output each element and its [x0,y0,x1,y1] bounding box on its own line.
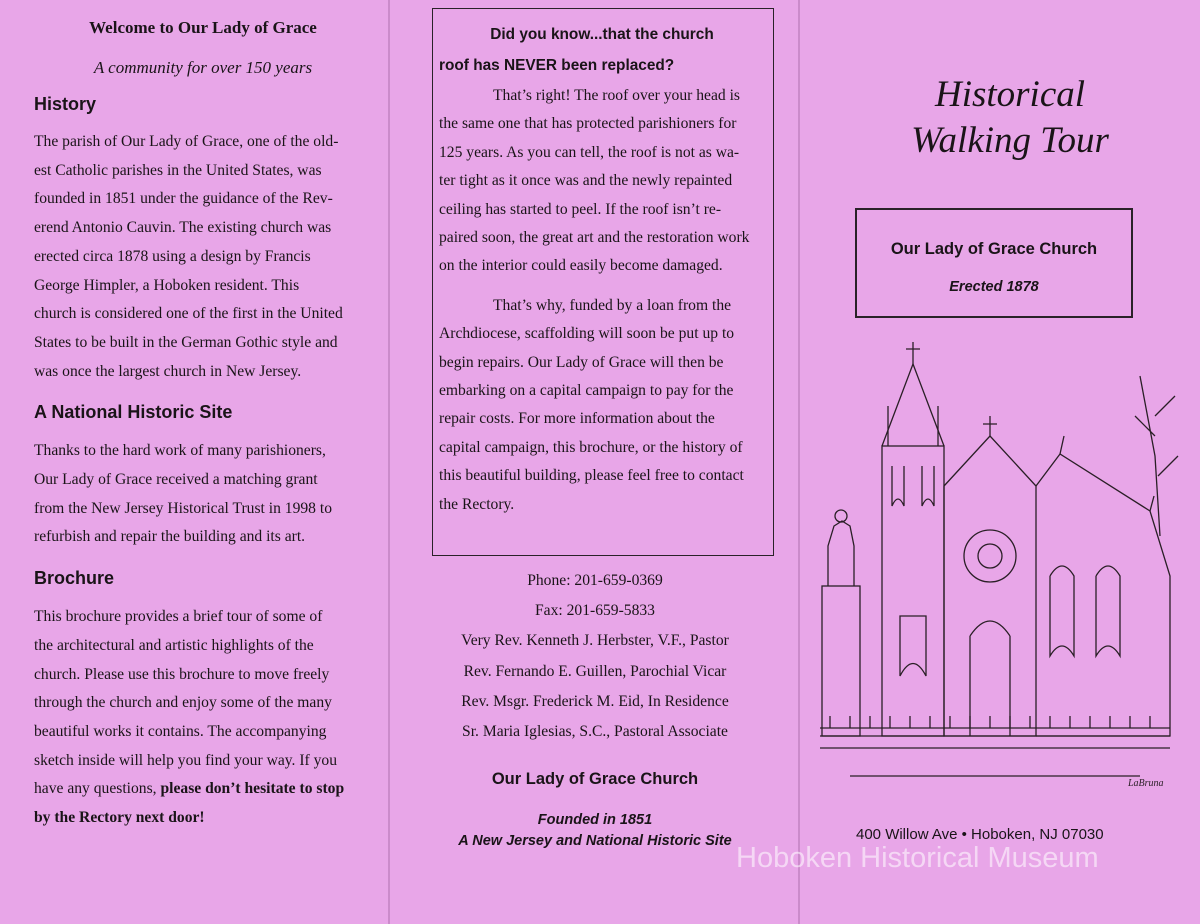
welcome-heading: Welcome to Our Lady of Grace [89,18,317,37]
history-line: The parish of Our Lady of Grace, one of the old- [34,133,339,150]
historic-site-paragraph [34,437,372,552]
monument-base [822,586,860,736]
cover-panel [800,0,1200,924]
roof-line: ter tight as it once was and the newly repainted [439,172,733,190]
brochure-bold-text: please don’t hesitate to stop [160,780,345,798]
statue [828,521,854,586]
brochure-line [34,775,372,804]
brochure-line: sketch inside will help you find your way. If you [34,751,338,769]
brochure-plain-text: have any questions, [34,780,161,798]
clergy-pastor: Very Rev. Kenneth J. Herbster, V.F., Pastor [461,632,729,650]
belfry-windows [892,466,934,506]
repairs-line: repair costs. For more information about the [439,410,715,428]
left-panel [0,0,390,924]
did-you-know-line2: roof has NEVER been replaced? [439,57,675,74]
history-line: George Himpler, a Hoboken resident. This [34,276,300,294]
side-windows [1050,566,1120,656]
tree [1135,376,1178,536]
history-line: founded in 1851 under the guidance of the Rev- [34,190,333,208]
history-heading: History [34,94,97,114]
title-line2: Walking Tour [911,120,1109,161]
roof-line: That’s right! The roof over your head is [493,87,740,104]
roof-line: the same one that has protected parishioners for [439,115,737,133]
rose-window [964,530,1016,582]
site-line: Our Lady of Grace received a matching grant [34,471,318,489]
repairs-line: this beautiful building, please feel free to contact [439,467,744,485]
pastoral-associate: Sr. Maria Iglesias, S.C., Pastoral Associate [462,723,728,741]
repairs-line: embarking on a capital campaign to pay for the [439,382,734,400]
founded-text: Founded in 1851 [537,812,653,828]
repairs-line: the Rectory. [439,495,515,513]
fax: Fax: 201-659-5833 [535,602,655,620]
brochure-line: beautiful works it contains. The accompanying [34,722,327,740]
ground-lines [820,736,1170,776]
roof-line: paired soon, the great art and the restoration work [439,229,750,247]
clergy-residence: Rev. Msgr. Frederick M. Eid, In Residence [461,692,729,710]
tower-door [900,616,926,676]
clergy-vicar: Rev. Fernando E. Guillen, Parochial Vicar [463,662,727,680]
community-subtitle: A community for over 150 years [93,58,313,77]
tower [882,446,944,736]
roof-line: 125 years. As you can tell, the roof is not as wa- [439,143,740,161]
history-line: church is considered one of the first in the United [34,305,343,323]
roof-pinnacles [1060,436,1154,511]
brochure-line: This brochure provides a brief tour of some of [34,608,323,626]
history-line: est Catholic parishes in the United States, was [34,161,322,179]
repairs-line: That’s why, funded by a loan from the [493,296,732,314]
brochure-heading: Brochure [34,568,115,589]
church-name-box [855,208,1133,318]
site-line: Thanks to the hard work of many parishioners, [34,442,326,460]
site-line: refurbish and repair the building and its art. [34,528,306,546]
gable-cross [983,416,997,436]
spire-cross [906,342,920,364]
box-erected: Erected 1878 [949,279,1039,295]
history-line: was once the largest church in New Jersey. [34,362,302,380]
repairs-line: Archdiocese, scaffolding will soon be put up to [439,325,735,343]
brochure-line: the architectural and artistic highlights of the [34,636,314,654]
address: 400 Willow Ave • Hoboken, NJ 07030 [856,826,1104,843]
contact-block [390,566,800,747]
brochure-line: church. Please use this brochure to move freely [34,665,330,683]
nave-gable [944,436,1036,736]
brochure-paragraph [34,603,372,833]
watermark: Hoboken Historical Museum [736,842,1099,874]
did-you-know-box [432,8,774,556]
box-church-name: Our Lady of Grace Church [890,240,1098,258]
historic-site-text: A New Jersey and National Historic Site [458,833,732,849]
roof-paragraph [439,82,765,281]
repairs-line: capital campaign, this brochure, or the history of [439,438,743,456]
history-line: erected circa 1878 using a design by Francis [34,247,311,265]
history-line: erend Antonio Cauvin. The existing church was [34,219,332,237]
statue-head [835,510,847,522]
artist-signature: LaBruna [1128,778,1164,789]
historic-site-heading: A National Historic Site [34,402,233,423]
brochure-final-bold: by the Rectory next door! [34,809,205,827]
did-you-know-line1: Did you know...that the church [490,26,714,43]
church-sketch [810,336,1180,796]
site-line: from the New Jersey Historical Trust in 1998 to [34,499,332,517]
repairs-paragraph [439,292,765,519]
side-roof [1036,454,1170,736]
repairs-line: begin repairs. Our Lady of Grace will then be [439,353,724,371]
roof-line: on the interior could easily become damaged. [439,257,723,275]
brochure-line [34,804,372,833]
middle-panel [390,0,800,924]
spire [882,364,944,446]
phone: Phone: 201-659-0369 [527,572,663,589]
tour-title [860,72,1160,164]
roof-line: ceiling has started to peel. If the roof isn’t re- [439,200,722,218]
history-line: States to be built in the German Gothic style and [34,333,338,351]
history-paragraph [34,128,372,386]
church-name: Our Lady of Grace Church [491,770,699,788]
brochure-line: through the church and enjoy some of the many [34,694,332,712]
title-line1: Historical [934,74,1086,115]
